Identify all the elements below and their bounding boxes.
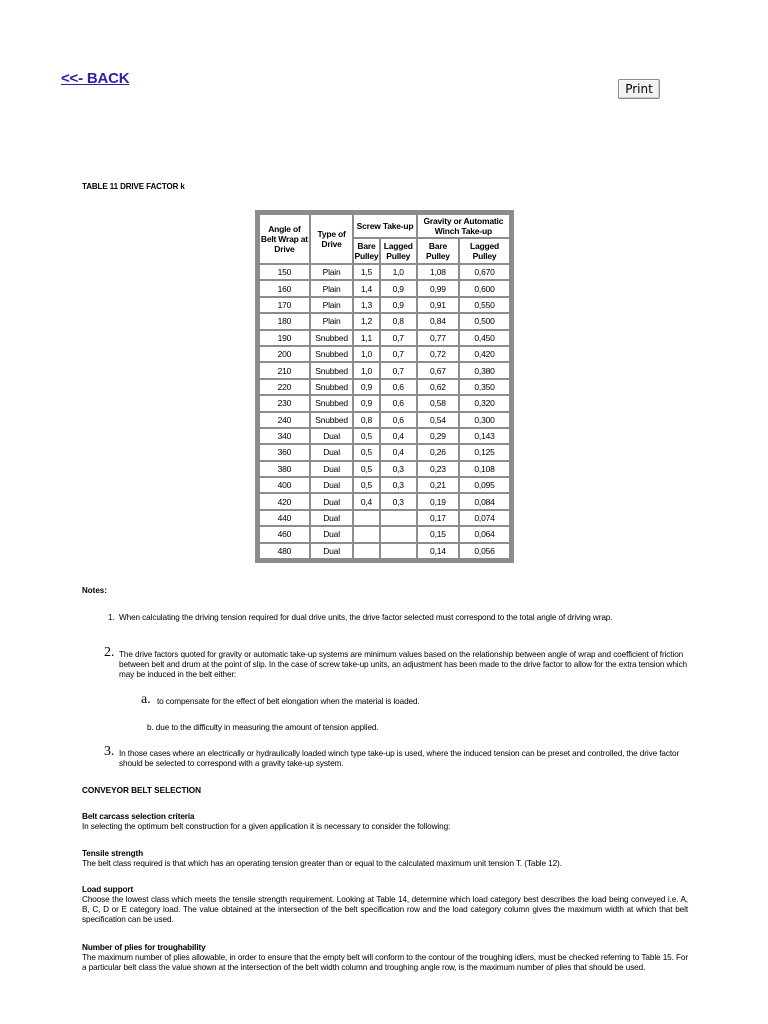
note-3 [104,744,688,769]
note-1-text: When calculating the driving tension required for dual drive units, the drive factor selected must correspond to the total angle of driving wrap. [119,613,613,622]
drive-factor-table [255,210,514,563]
carcass-title: Belt carcass selection criteria [82,812,195,821]
cell-gravity-bare: 0,58 [418,396,458,410]
cell-angle: 480 [260,544,309,558]
header-gravity-bare: Bare Pulley [418,239,458,263]
cell-type: Dual [311,544,352,558]
plies-section [82,943,688,973]
cell-gravity-bare: 0,62 [418,380,458,394]
tensile-text: The belt class required is that which has an operating tension greater than or equal to the calculated maximum unit tension T. (Table 12). [82,859,562,868]
cell-gravity-lagged: 0,143 [460,429,509,443]
cell-gravity-lagged: 0,450 [460,331,509,345]
cell-gravity-bare: 1,08 [418,265,458,279]
cell-gravity-lagged: 0,420 [460,347,509,361]
cell-angle: 220 [260,380,309,394]
header-gravity-lagged: Lagged Pulley [460,239,509,263]
cell-type: Snubbed [311,413,352,427]
cell-angle: 210 [260,363,309,377]
header-screw: Screw Take-up [354,215,415,237]
table-row [260,544,509,558]
cell-screw-lagged: 0,3 [381,462,416,476]
cell-angle: 340 [260,429,309,443]
cell-angle: 170 [260,298,309,312]
cell-gravity-lagged: 0,300 [460,413,509,427]
header-type: Type of Drive [311,215,352,263]
cell-screw-bare [354,527,378,541]
cell-screw-lagged: 0,8 [381,314,416,328]
plies-title: Number of plies for troughability [82,943,206,952]
table-row [260,462,509,476]
cell-type: Dual [311,494,352,508]
cell-screw-bare: 1,0 [354,347,378,361]
cell-screw-bare: 0,5 [354,445,378,459]
cell-screw-lagged [381,527,416,541]
cell-gravity-lagged: 0,074 [460,511,509,525]
cell-screw-lagged: 0,6 [381,413,416,427]
table-row [260,413,509,427]
cell-screw-bare: 1,3 [354,298,378,312]
cell-type: Dual [311,511,352,525]
cell-angle: 190 [260,331,309,345]
table-row [260,314,509,328]
cell-gravity-lagged: 0,380 [460,363,509,377]
cell-screw-bare: 1,5 [354,265,378,279]
table-title: TABLE 11 DRIVE FACTOR k [82,182,185,191]
print-button[interactable]: Print [618,79,660,99]
header-gravity: Gravity or Automatic Winch Take-up [418,215,509,237]
cell-gravity-bare: 0,54 [418,413,458,427]
cell-gravity-lagged: 0,600 [460,281,509,295]
note-a-letter: a. [141,692,151,707]
cell-type: Plain [311,265,352,279]
cell-type: Dual [311,462,352,476]
cell-gravity-bare: 0,72 [418,347,458,361]
cell-gravity-lagged: 0,550 [460,298,509,312]
carcass-text: In selecting the optimum belt construction for a given application it is necessary to consider the following: [82,822,451,831]
cell-angle: 400 [260,478,309,492]
cell-screw-lagged: 0,9 [381,298,416,312]
cell-screw-bare: 0,8 [354,413,378,427]
table-row [260,494,509,508]
cell-screw-lagged: 0,3 [381,494,416,508]
section-title: CONVEYOR BELT SELECTION [82,786,202,795]
cell-gravity-bare: 0,26 [418,445,458,459]
cell-gravity-bare: 0,29 [418,429,458,443]
cell-angle: 240 [260,413,309,427]
cell-gravity-lagged: 0,095 [460,478,509,492]
table-row [260,429,509,443]
cell-screw-bare [354,544,378,558]
cell-screw-bare: 0,5 [354,462,378,476]
table-row [260,511,509,525]
cell-screw-lagged: 0,4 [381,429,416,443]
cell-screw-bare: 1,4 [354,281,378,295]
table-row [260,380,509,394]
cell-gravity-bare: 0,67 [418,363,458,377]
cell-screw-bare: 1,1 [354,331,378,345]
cell-gravity-lagged: 0,350 [460,380,509,394]
note-2-text: The drive factors quoted for gravity or automatic take-up systems are minimum values based on the relationship between angle of wrap and coefficient of friction between belt and drum at the point of slip. In the case of screw take-up units, an adjustment has been made to the drive factor to allow for the extra tension which may be induced in the belt either: [119,650,687,679]
cell-gravity-lagged: 0,056 [460,544,509,558]
note-2 [104,645,688,680]
cell-screw-bare: 0,9 [354,396,378,410]
note-3-text: In those cases where an electrically or hydraulically loaded winch type take-up is used, where the induced tension can be preset and controlled, the drive factor should be selected to correspond with a gravity take-up system. [119,749,680,768]
tensile-section [82,849,688,869]
header-screw-bare: Bare Pulley [354,241,379,261]
table-row [260,265,509,279]
cell-screw-lagged: 0,6 [381,380,416,394]
cell-gravity-bare: 0,21 [418,478,458,492]
cell-angle: 180 [260,314,309,328]
cell-gravity-lagged: 0,108 [460,462,509,476]
cell-type: Dual [311,445,352,459]
note-b-text: b. due to the difficulty in measuring the amount of tension applied. [147,723,379,732]
table-row [260,445,509,459]
load-title: Load support [82,885,134,894]
cell-gravity-lagged: 0,084 [460,494,509,508]
table-row [260,281,509,295]
cell-screw-lagged: 0,7 [381,363,416,377]
note-1-number: 1. [108,613,115,622]
note-3-number: 3. [104,744,115,759]
cell-type: Dual [311,527,352,541]
cell-gravity-bare: 0,15 [418,527,458,541]
cell-gravity-lagged: 0,670 [460,265,509,279]
cell-type: Snubbed [311,347,352,361]
cell-screw-bare: 0,5 [354,429,378,443]
cell-angle: 380 [260,462,309,476]
cell-gravity-bare: 0,91 [418,298,458,312]
cell-gravity-bare: 0,23 [418,462,458,476]
note-2-number: 2. [104,645,115,660]
cell-screw-bare: 0,4 [354,494,378,508]
cell-angle: 440 [260,511,309,525]
cell-type: Snubbed [311,331,352,345]
cell-screw-lagged: 0,4 [381,445,416,459]
cell-gravity-lagged: 0,320 [460,396,509,410]
table-row [260,363,509,377]
note-1 [108,613,688,623]
cell-gravity-bare: 0,14 [418,544,458,558]
note-a [141,692,661,707]
cell-gravity-bare: 0,19 [418,494,458,508]
cell-angle: 150 [260,265,309,279]
header-screw-lagged: Lagged Pulley [381,239,416,263]
cell-gravity-lagged: 0,500 [460,314,509,328]
plies-text: The maximum number of plies allowable, in order to ensure that the empty belt will conform to the contour of the troughing idlers, must be checked referring to Table 15. For a particular belt class the value shown at the intersection of the belt width column and troughing angle row, is the maximum number of plies that should be used. [82,953,688,972]
header-angle: Angle of Belt Wrap at Drive [260,215,309,263]
cell-screw-lagged: 1,0 [381,265,416,279]
cell-gravity-bare: 0,99 [418,281,458,295]
cell-screw-lagged: 0,6 [381,396,416,410]
cell-angle: 460 [260,527,309,541]
cell-screw-lagged: 0,9 [381,281,416,295]
cell-angle: 420 [260,494,309,508]
cell-type: Dual [311,478,352,492]
note-a-text: to compensate for the effect of belt elongation when the material is loaded. [157,697,420,706]
cell-gravity-bare: 0,17 [418,511,458,525]
cell-gravity-bare: 0,84 [418,314,458,328]
notes-heading: Notes: [82,586,107,595]
cell-screw-bare: 1,0 [354,363,378,377]
cell-type: Snubbed [311,363,352,377]
carcass-section [82,812,688,832]
cell-screw-lagged [381,511,416,525]
table-row [260,478,509,492]
table-row [260,527,509,541]
note-b [147,723,667,733]
cell-type: Plain [311,314,352,328]
cell-type: Snubbed [311,396,352,410]
table-row [260,298,509,312]
cell-screw-lagged: 0,3 [381,478,416,492]
load-text: Choose the lowest class which meets the tensile strength requirement. Looking at Table 14, determine which load category best describes the load being conveyed i.e. A, B, C, D or E category load. The value obtained at the intersection of the belt specification row and the load category column gives the maximum width at which that belt specification can be used. [82,895,688,924]
cell-screw-lagged: 0,7 [381,347,416,361]
cell-type: Snubbed [311,380,352,394]
cell-screw-bare: 0,5 [354,478,378,492]
table-row [260,347,509,361]
cell-gravity-bare: 0,77 [418,331,458,345]
table-row [260,396,509,410]
cell-screw-lagged: 0,7 [381,331,416,345]
cell-gravity-lagged: 0,125 [460,445,509,459]
cell-angle: 360 [260,445,309,459]
cell-screw-bare: 1,2 [354,314,378,328]
cell-gravity-lagged: 0,064 [460,527,509,541]
cell-type: Dual [311,429,352,443]
cell-angle: 230 [260,396,309,410]
cell-screw-lagged [381,544,416,558]
tensile-title: Tensile strength [82,849,144,858]
back-link[interactable]: <<- BACK [61,70,130,87]
cell-screw-bare [354,511,378,525]
table-row [260,331,509,345]
cell-angle: 200 [260,347,309,361]
load-section [82,885,688,925]
cell-type: Plain [311,281,352,295]
cell-screw-bare: 0,9 [354,380,378,394]
cell-angle: 160 [260,281,309,295]
cell-type: Plain [311,298,352,312]
